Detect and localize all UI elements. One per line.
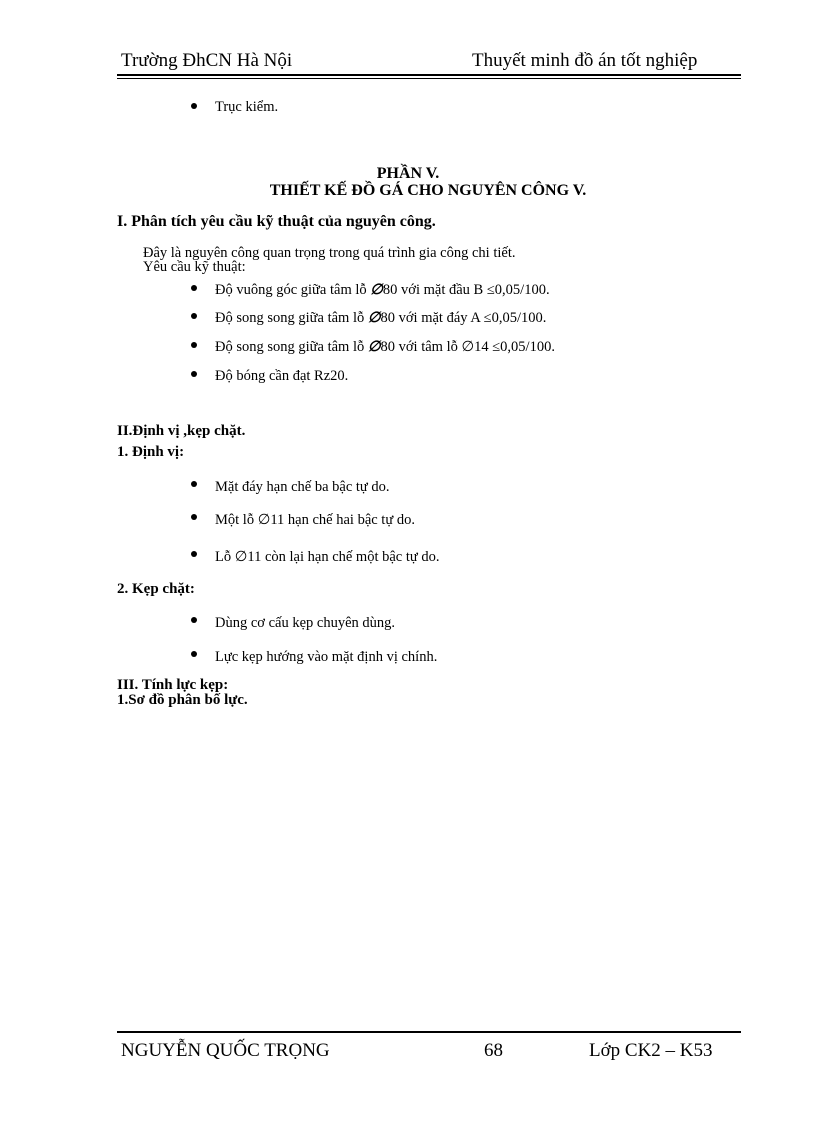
section2-sub1: 1. Định vị:: [117, 444, 185, 460]
clamping-item: Dùng cơ cấu kẹp chuyên dùng.: [215, 615, 396, 631]
header-rule-bottom: [117, 78, 741, 79]
diameter-symbol: ∅: [370, 282, 383, 298]
header-doc-title: Thuyết minh đồ án tốt nghiệp: [472, 50, 698, 71]
bullet-icon: [191, 285, 197, 291]
requirement-item: Độ bóng cần đạt Rz20.: [215, 368, 349, 384]
requirement-item: Độ song song giữa tâm lỗ ∅80 với mặt đáy A ≤0,05/100.: [215, 310, 547, 326]
section3-sub1: 1.Sơ đồ phân bố lực.: [117, 692, 248, 708]
section2-heading: II.Định vị ,kẹp chặt.: [117, 423, 246, 439]
requirement-item: Độ song song giữa tâm lỗ ∅80 với tâm lỗ ∅14 ≤0,05/100.: [215, 339, 555, 355]
section2-sub2: 2. Kẹp chặt:: [117, 581, 195, 597]
diameter-symbol: ∅: [367, 339, 381, 355]
header-school: Trường ĐhCN Hà Nội: [121, 50, 293, 71]
footer-author: NGUYỄN QUỐC TRỌNG: [121, 1040, 330, 1061]
positioning-item: Lỗ ∅11 còn lại hạn chế một bậc tự do.: [215, 549, 440, 565]
header-rule-top: [117, 74, 741, 76]
footer-class: Lớp CK2 – K53: [589, 1040, 713, 1061]
part-title: THIẾT KẾ ĐỒ GÁ CHO NGUYÊN CÔNG V.: [269, 182, 587, 199]
clamping-item: Lực kẹp hướng vào mặt định vị chính.: [215, 649, 438, 665]
section1-intro: Đây là nguyên công quan trọng trong quá trình gia công chi tiết.: [143, 245, 516, 261]
page-number: 68: [484, 1040, 503, 1061]
bullet-icon: [191, 551, 197, 557]
bullet-icon: [191, 617, 197, 623]
bullet-icon: [191, 342, 197, 348]
section1-req-label: Yêu cầu kỹ thuật:: [143, 259, 246, 275]
section1-heading: I. Phân tích yêu cầu kỹ thuật của nguyên công.: [117, 213, 436, 230]
footer-rule: [117, 1031, 741, 1033]
diameter-symbol: ∅: [367, 310, 381, 326]
top-item: Trục kiểm.: [215, 99, 279, 115]
bullet-icon: [191, 103, 197, 109]
bullet-icon: [191, 651, 197, 657]
positioning-item: Mặt đáy hạn chế ba bậc tự do.: [215, 479, 390, 495]
requirement-item: Độ vuông góc giữa tâm lỗ ∅80 với mặt đầu B ≤0,05/100.: [215, 282, 550, 298]
bullet-icon: [191, 313, 197, 319]
bullet-icon: [191, 514, 197, 520]
part-number: PHẦN V.: [376, 165, 440, 182]
positioning-item: Một lỗ ∅11 hạn chế hai bậc tự do.: [215, 512, 415, 528]
bullet-icon: [191, 371, 197, 377]
bullet-icon: [191, 481, 197, 487]
section3-heading: III. Tính lực kẹp:: [117, 677, 229, 693]
